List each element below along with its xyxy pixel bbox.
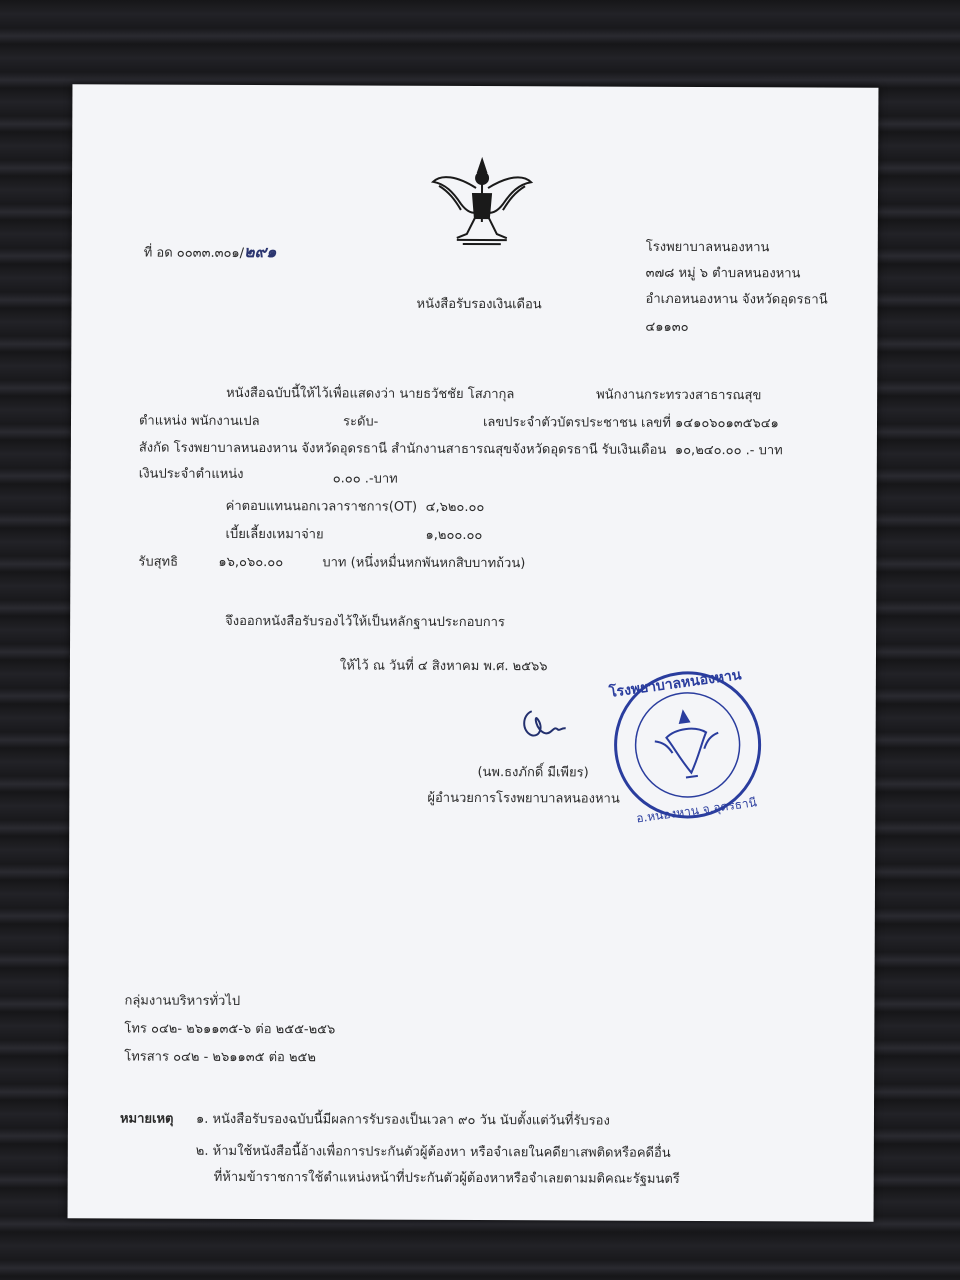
purpose-text: จึงออกหนังสือรับรองไว้ให้เป็นหลักฐานประกอบการ [225, 613, 505, 631]
per-diem-label: เบี้ยเลี้ยงเหมาจ่าย [225, 526, 324, 543]
signatory-name: (นพ.ธงภักดิ์ มีเพียร) [477, 765, 589, 781]
phone: โทร ๐๔๒- ๒๖๑๑๓๕-๖ ต่อ ๒๕๕-๒๕๖ [124, 1021, 336, 1038]
remark-item-2-line-2: ที่ห้ามข้าราชการใช้ตำแหน่งหน้าที่ประกันตัวผู้ต้องหาหรือจำเลยตามมติคณะรัฐมนตรี [213, 1169, 680, 1187]
ot-value: ๔,๖๒๐.๐๐ [425, 499, 485, 516]
document-title: หนังสือรับรองเงินเดือน [416, 296, 542, 313]
position-allowance-value: ๐.๐๐ .-บาท [332, 471, 398, 487]
level: ระดับ- [342, 414, 379, 430]
net-value: ๑๖,๐๖๐.๐๐ [218, 554, 284, 571]
hospital-stamp-icon [597, 665, 778, 826]
net-text: บาท (หนึ่งหมื่นหกพันหกสิบบาทถ้วน) [322, 555, 526, 572]
remark-item-2-line-1: ๒. ห้ามใช้หนังสือนี้อ้างเพื่อการประกันตัวผู้ต้องหา หรือจำเลยในคดียาเสพติดหรือคดีอื่น [195, 1143, 671, 1161]
address-line-2: ๓๗๘ หมู่ ๖ ตำบลหนองหาน [645, 265, 801, 282]
employee-type: พนักงานกระทรวงสาธารณสุข [596, 387, 762, 404]
remarks-label: หมายเหตุ [119, 1111, 174, 1127]
affiliation: สังกัด โรงพยาบาลหนองหาน จังหวัดอุดรธานี สำนักงานสาธารณสุขจังหวัดอุดรธานี รับเงินเดือน [138, 440, 667, 458]
position: ตำแหน่ง พนักงานเปล [138, 413, 260, 430]
net-label: รับสุทธิ [138, 554, 179, 570]
reference-number: ๒๙๑ [244, 241, 277, 262]
body-intro: หนังสือฉบับนี้ให้ไว้เพื่อแสดงว่า นายธวัชชัย โสภากุล [226, 385, 515, 403]
issue-date: ให้ไว้ ณ วันที่ ๔ สิงหาคม พ.ศ. ๒๕๖๖ [339, 658, 548, 675]
fax: โทรสาร ๐๔๒ - ๒๖๑๑๓๕ ต่อ ๒๕๒ [124, 1049, 316, 1066]
ot-label: ค่าตอบแทนนอกเวลาราชการ(OT) [225, 498, 418, 515]
reference-prefix: ที่ อด ๐๐๓๓.๓๐๑/๒๙๑ [143, 241, 277, 262]
stamp-bottom-text: อ.หนองหาน จ.อุดรธานี [635, 795, 758, 826]
certificate-paper [68, 84, 879, 1222]
address-line-4: ๔๑๑๓๐ [645, 319, 689, 335]
per-diem-value: ๑,๒๐๐.๐๐ [425, 527, 483, 544]
address-line-1: โรงพยาบาลหนองหาน [645, 239, 770, 256]
remark-item-1: ๑. หนังสือรับรองฉบับนี้มีผลการรับรองเป็นเวลา ๙๐ วัน นับตั้งแต่วันที่รับรอง [195, 1111, 610, 1129]
salary-value: ๑๐,๒๔๐.๐๐ .- บาท [674, 442, 783, 459]
garuda-emblem-icon [427, 152, 537, 252]
signature-icon [518, 701, 578, 745]
id-card-number: เลขประจำตัวบัตรประชาชน เลขที่ ๑๔๑๐๖๐๑๓๕๖๔๑ [482, 415, 779, 432]
position-allowance-label: เงินประจำตำแหน่ง [138, 466, 244, 482]
stamp-top-text: โรงพยาบาลหนองหาน [608, 667, 743, 701]
address-line-3: อำเภอหนองหาน จังหวัดอุดรธานี [645, 291, 828, 308]
signatory-title: ผู้อำนวยการโรงพยาบาลหนองหาน [427, 790, 620, 807]
department: กลุ่มงานบริหารทั่วไป [124, 993, 241, 1009]
